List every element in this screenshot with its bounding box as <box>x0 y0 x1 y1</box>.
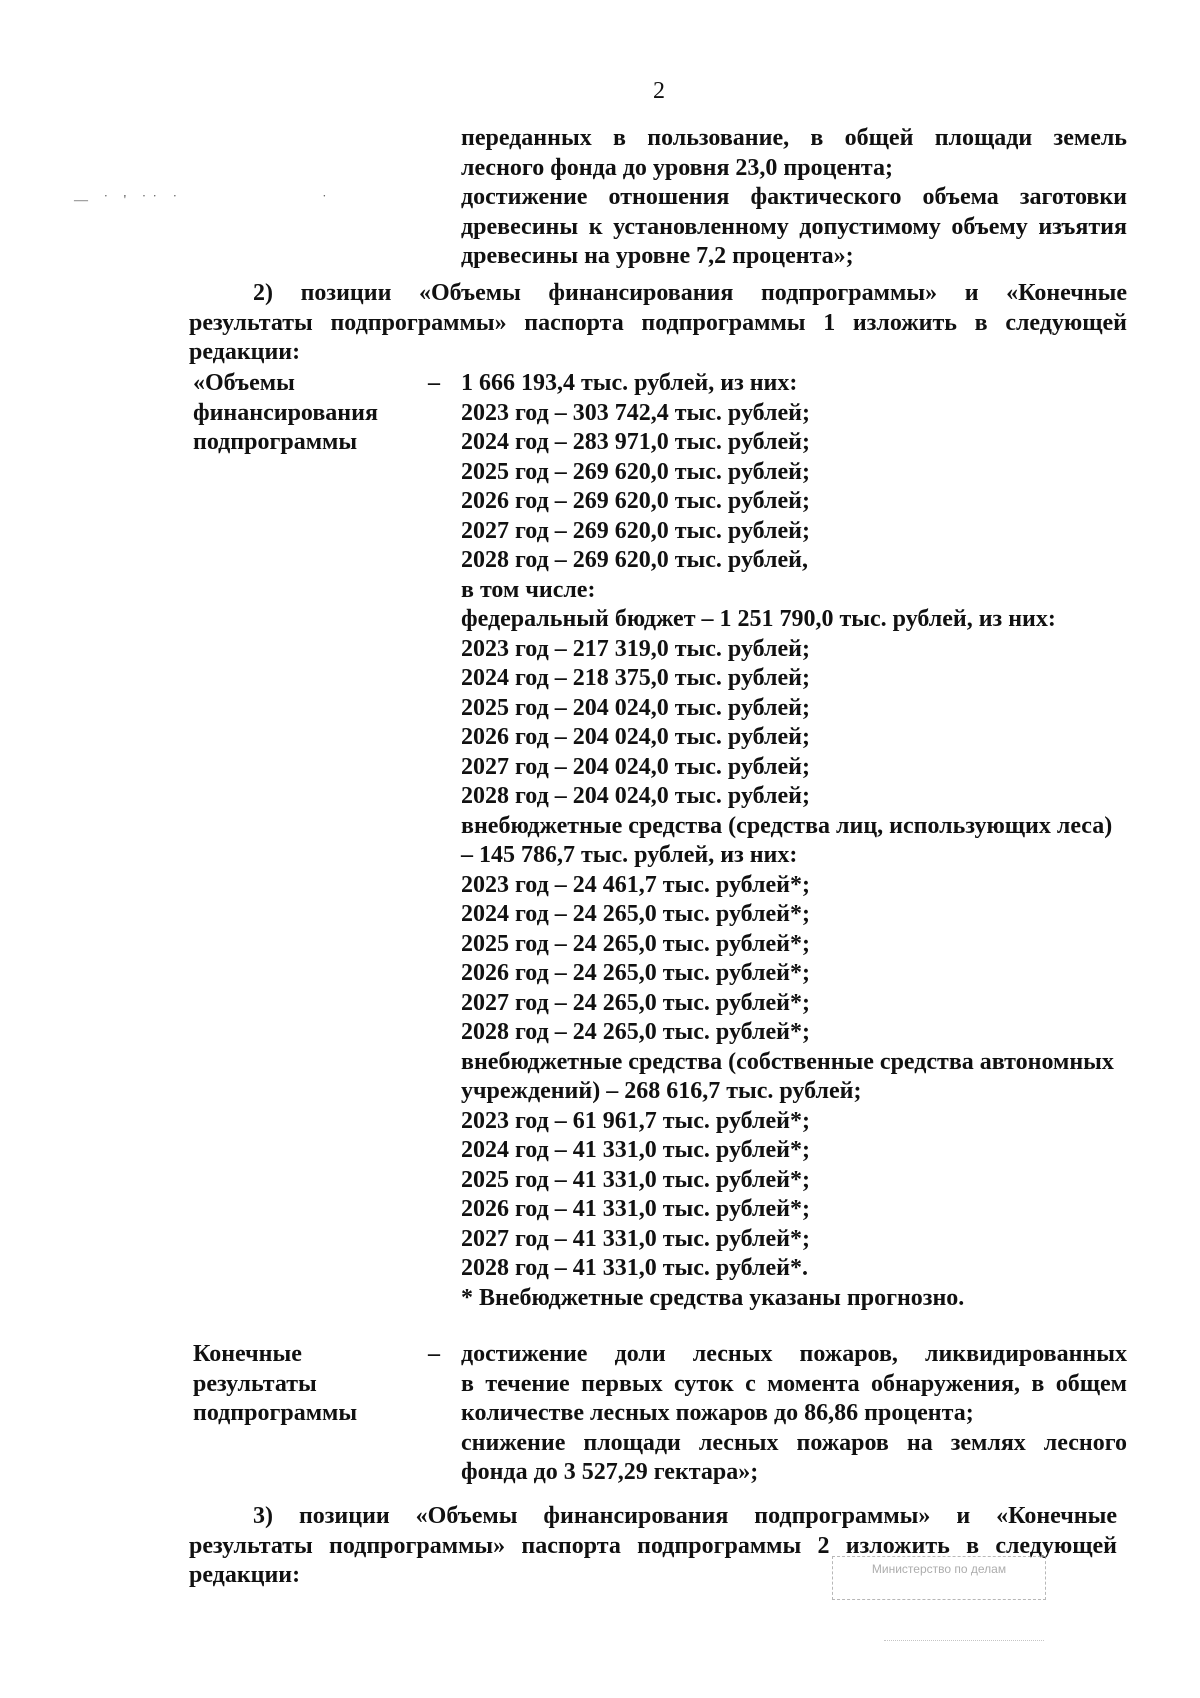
financing-line: внебюджетные средства (средства лиц, использующих леса) <box>461 812 1113 839</box>
stamp-text: Министерство по делам <box>871 1562 1007 1576</box>
financing-line: учреждений) – 268 616,7 тыс. рублей; <box>461 1078 862 1104</box>
financing-dash: – <box>428 370 440 396</box>
intro-line: древесины к установленному допустимому объему изъятия <box>461 213 1127 240</box>
financing-line: 2028 год – 204 024,0 тыс. рублей; <box>461 783 810 809</box>
financing-values <box>461 369 1141 1313</box>
term-line: подпрограммы <box>193 1400 358 1426</box>
paragraph-line: редакции: <box>189 339 301 365</box>
paragraph-2 <box>189 279 1127 368</box>
term-line: результаты <box>193 1370 317 1397</box>
results-line: снижение площади лесных пожаров на землях лесного <box>461 1429 1127 1456</box>
results-line: достижение доли лесных пожаров, ликвидированных <box>461 1341 1127 1367</box>
paragraph-line: редакции: <box>189 1562 301 1588</box>
financing-line: 2028 год – 41 331,0 тыс. рублей*. <box>461 1255 808 1281</box>
paragraph-line: 2) позиции «Объемы финансирования подпрограммы» и «Конечные <box>253 280 1127 306</box>
results-line: фонда до 3 527,29 гектара»; <box>461 1459 759 1485</box>
financing-line: 2024 год – 24 265,0 тыс. рублей*; <box>461 901 810 927</box>
paragraph-line: 3) позиции «Объемы финансирования подпрограммы» и «Конечные <box>253 1503 1117 1529</box>
results-values <box>461 1340 1127 1488</box>
intro-line: древесины на уровне 7,2 процента»; <box>461 243 854 269</box>
financing-line: 2025 год – 41 331,0 тыс. рублей*; <box>461 1166 810 1193</box>
results-term <box>193 1340 423 1429</box>
financing-line: 2023 год – 217 319,0 тыс. рублей; <box>461 635 810 662</box>
financing-line: 1 666 193,4 тыс. рублей, из них: <box>461 370 798 396</box>
paragraph-line: результаты подпрограммы» паспорта подпрограммы 2 изложить в следующей <box>189 1532 1117 1559</box>
stamp-underline <box>884 1640 1044 1642</box>
scan-specks: — ˙ ' ˙˙ ˙ <box>74 193 184 208</box>
financing-line: 2024 год – 218 375,0 тыс. рублей; <box>461 665 810 691</box>
financing-line: 2027 год – 204 024,0 тыс. рублей; <box>461 753 810 780</box>
financing-line: 2026 год – 204 024,0 тыс. рублей; <box>461 724 810 750</box>
term-line: «Объемы <box>193 370 295 396</box>
term-line: финансирования <box>193 399 378 426</box>
financing-line: в том числе: <box>461 576 596 603</box>
financing-line: 2025 год – 269 620,0 тыс. рублей; <box>461 458 810 485</box>
intro-line: переданных в пользование, в общей площади земель <box>461 125 1127 151</box>
page-number: 2 <box>653 78 665 104</box>
financing-line: 2027 год – 24 265,0 тыс. рублей*; <box>461 989 810 1016</box>
financing-line: 2027 год – 41 331,0 тыс. рублей*; <box>461 1225 810 1252</box>
intro-line: достижение отношения фактического объема заготовки <box>461 184 1127 210</box>
financing-line: 2024 год – 283 971,0 тыс. рублей; <box>461 429 810 455</box>
term-line: Конечные <box>193 1341 302 1367</box>
financing-line: 2023 год – 61 961,7 тыс. рублей*; <box>461 1107 810 1134</box>
results-line: количестве лесных пожаров до 86,86 процента; <box>461 1400 974 1426</box>
intro-block <box>461 124 1127 272</box>
financing-line: 2028 год – 269 620,0 тыс. рублей, <box>461 547 808 573</box>
results-dash: – <box>428 1341 440 1367</box>
term-line: подпрограммы <box>193 429 358 455</box>
financing-line: – 145 786,7 тыс. рублей, из них: <box>461 842 798 868</box>
paragraph-line: результаты подпрограммы» паспорта подпрограммы 1 изложить в следующей <box>189 309 1127 336</box>
financing-line: 2026 год – 269 620,0 тыс. рублей; <box>461 488 810 514</box>
financing-line: 2028 год – 24 265,0 тыс. рублей*; <box>461 1019 810 1045</box>
financing-line: 2023 год – 303 742,4 тыс. рублей; <box>461 399 810 426</box>
intro-line: лесного фонда до уровня 23,0 процента; <box>461 154 893 181</box>
financing-footnote: * Внебюджетные средства указаны прогнозно. <box>461 1284 965 1311</box>
financing-line: 2026 год – 41 331,0 тыс. рублей*; <box>461 1196 810 1222</box>
registration-stamp <box>832 1556 1046 1600</box>
financing-line: 2025 год – 204 024,0 тыс. рублей; <box>461 694 810 721</box>
financing-term <box>193 369 423 458</box>
financing-line: федеральный бюджет – 1 251 790,0 тыс. рублей, из них: <box>461 606 1056 632</box>
financing-line: внебюджетные средства (собственные средства автономных <box>461 1048 1114 1075</box>
financing-line: 2025 год – 24 265,0 тыс. рублей*; <box>461 930 810 957</box>
results-line: в течение первых суток с момента обнаружения, в общем <box>461 1370 1127 1397</box>
financing-line: 2027 год – 269 620,0 тыс. рублей; <box>461 517 810 544</box>
financing-line: 2024 год – 41 331,0 тыс. рублей*; <box>461 1137 810 1163</box>
financing-line: 2023 год – 24 461,7 тыс. рублей*; <box>461 871 810 898</box>
scan-speck: ˙ <box>322 193 333 208</box>
financing-line: 2026 год – 24 265,0 тыс. рублей*; <box>461 960 810 986</box>
